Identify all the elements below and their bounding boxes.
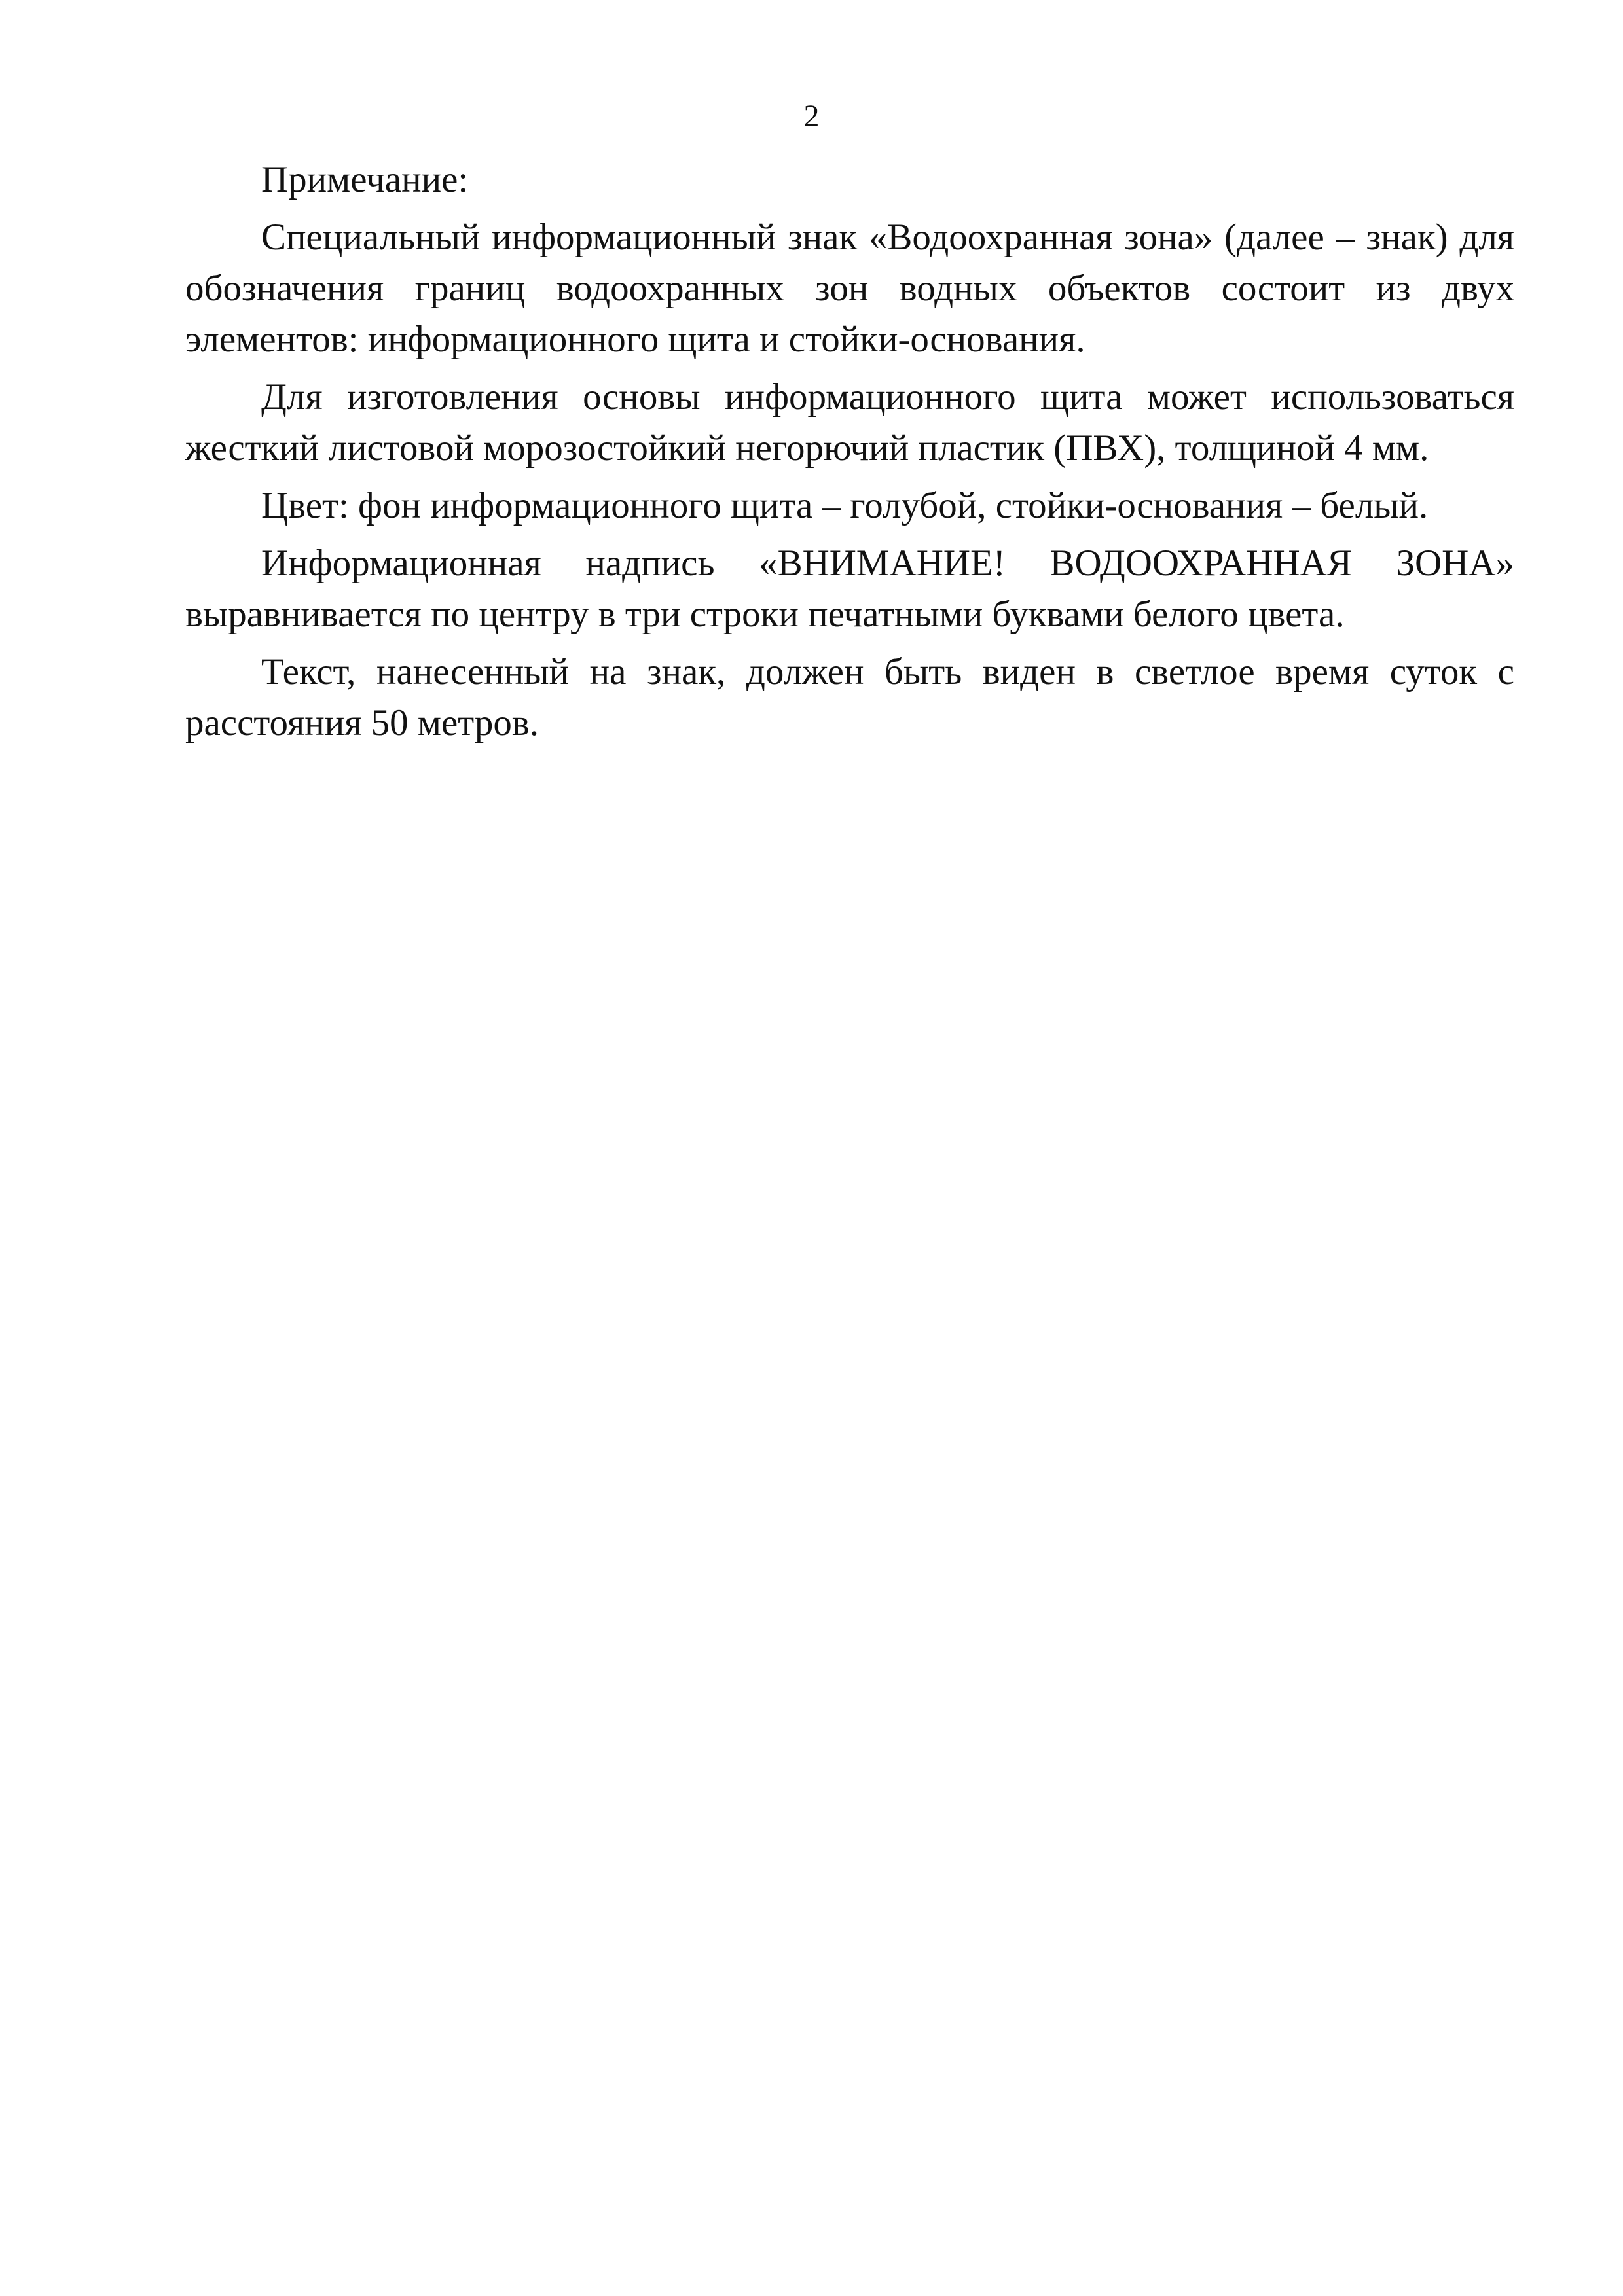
page-number: 2 bbox=[803, 99, 820, 134]
paragraph-sign-description: Специальный информационный знак «Водоохранная зона» (далее – знак) для обозначения границ водоохранных зон водных объектов состоит из двух элементов: информационного щита и стойки-основания. bbox=[185, 217, 1514, 360]
note-heading: Примечание: bbox=[261, 159, 469, 200]
paragraph-inscription: Информационная надпись «ВНИМАНИЕ! ВОДООХРАННАЯ ЗОНА» выравнивается по центру в три строки печатными буквами белого цвета. bbox=[185, 543, 1514, 635]
document-body bbox=[185, 154, 1514, 749]
paragraph-material: Для изготовления основы информационного щита может использоваться жесткий листовой морозостойкий негорючий пластик (ПВХ), толщиной 4 мм. bbox=[185, 376, 1514, 469]
paragraph-color: Цвет: фон информационного щита – голубой, стойки-основания – белый. bbox=[261, 485, 1429, 526]
paragraph-visibility: Текст, нанесенный на знак, должен быть виден в светлое время суток с расстояния 50 метров. bbox=[185, 651, 1514, 744]
